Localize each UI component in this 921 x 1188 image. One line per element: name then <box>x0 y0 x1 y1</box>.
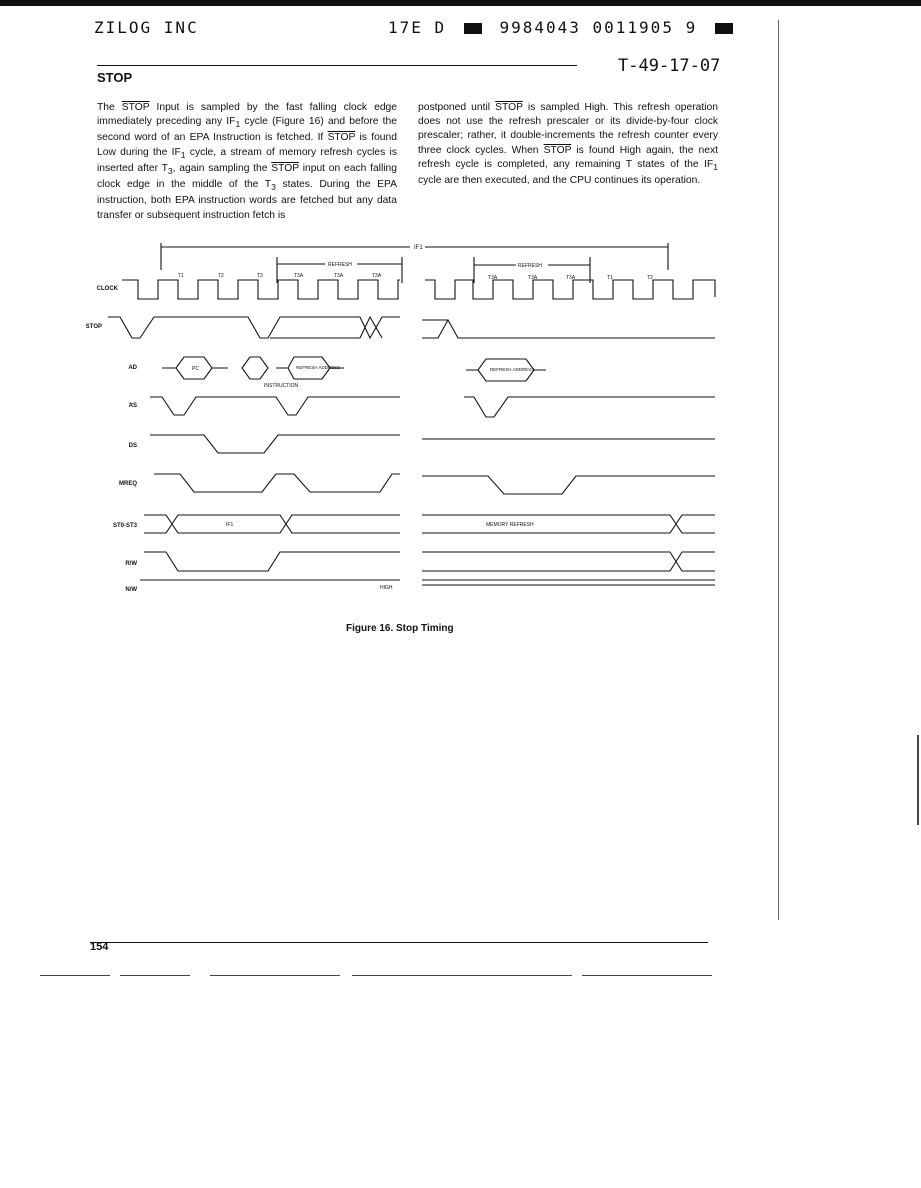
black-block-mark <box>464 23 482 34</box>
signal-ad: AD <box>128 365 137 371</box>
document-number: T-49-17-07 <box>618 56 721 76</box>
text-run: cycle, a stream of memory refresh cycles is inserted after T <box>97 146 397 174</box>
stop-waveform-right <box>422 320 715 338</box>
t2-label: T2 <box>218 273 224 279</box>
signal-clock: CLOCK <box>96 286 118 292</box>
scan-bottom-rule-4 <box>352 975 572 976</box>
signal-stop: STOP <box>85 324 102 330</box>
stop-signal-ref: STOP <box>271 162 299 174</box>
figure-caption: Figure 16. Stop Timing <box>346 623 454 634</box>
text-run: is sampled High. This refresh operation does not use the refresh prescaler or its divide-by-four clock prescaler; rather, it double-increments the refresh counter every three clock cycles. When <box>418 102 718 156</box>
text-run: Input is sampled by the fast falling clock edge immediately preceding any IF <box>97 102 398 128</box>
text-run: The <box>97 102 122 113</box>
signal-as: AS <box>128 403 137 409</box>
scan-bottom-rule-5 <box>582 975 712 976</box>
body-text-right <box>418 101 718 188</box>
t3a-label-4: T3A <box>488 275 498 281</box>
signal-names <box>86 286 138 593</box>
t3-label: T3 <box>257 273 263 279</box>
scan-edge-mark <box>917 735 919 825</box>
t3a-label-6: T3A <box>566 275 576 281</box>
text-run: is found High again, the next refresh cycle is completed, any remaining T states of the IF <box>418 144 718 170</box>
t3a-label-5: T3A <box>528 275 538 281</box>
text-run: , again sampling the <box>172 162 272 174</box>
rw-waveform-left <box>144 552 400 571</box>
text-run: cycle (Figure 16) and before the second word of an EPA Instruction is fetched. If <box>97 116 397 144</box>
section-title: STOP <box>97 70 133 85</box>
pc-label: PC <box>192 366 199 372</box>
if1-bus-label: IF1 <box>226 522 234 528</box>
text-run: states. During the EPA instruction, both EPA instruction words are fetched but any data transfer or subsequent instruction fetch is <box>97 179 398 221</box>
stop-waveform-left <box>108 317 400 338</box>
signal-nw: N/W <box>125 587 137 593</box>
t3a-label-3: T3A <box>372 273 382 279</box>
mreq-waveform-right <box>422 476 715 494</box>
ds-waveform-left <box>150 435 400 453</box>
as-waveform-left <box>150 397 400 415</box>
high-label: HIGH <box>380 585 393 591</box>
signal-ds: DS <box>128 443 137 449</box>
company-header: ZILOG INC <box>94 18 199 37</box>
if1-span-label: IF1 <box>414 245 423 251</box>
subscript: 1 <box>235 119 241 130</box>
memory-refresh-label: MEMORY REFRESH <box>486 522 534 528</box>
clock-waveform-right <box>425 280 715 299</box>
scan-bottom-rule-2 <box>120 975 190 976</box>
header-codes <box>388 18 739 37</box>
header-numbers: 9984043 0011905 9 <box>499 18 698 37</box>
body-text-left <box>97 101 397 223</box>
subscript: 3 <box>271 182 276 193</box>
mreq-waveform-left <box>154 474 400 492</box>
scan-bottom-rule-3 <box>210 975 340 976</box>
text-run: input on each falling clock edge in the middle of the T <box>97 162 397 191</box>
black-block-mark-end <box>715 23 733 34</box>
clock-waveform-left <box>122 280 400 299</box>
header-code: 17E D <box>388 18 447 37</box>
signal-mreq: MREQ <box>119 481 137 487</box>
nw-waveform <box>140 580 715 585</box>
subscript: 1 <box>713 161 718 172</box>
header-rule <box>97 65 577 66</box>
refresh-address-label-2: REFRESH ADDRESS <box>490 367 535 372</box>
text-run: is found Low during the IF <box>97 132 397 158</box>
subscript: 3 <box>167 165 173 176</box>
page-number: 154 <box>90 941 109 953</box>
text-run: postponed until <box>418 102 496 113</box>
rw-waveform-right <box>422 552 715 571</box>
stop-signal-ref: STOP <box>495 102 523 113</box>
refresh-label-1: REFRESH <box>328 262 352 268</box>
signal-rw: R/W <box>125 561 137 567</box>
refresh-address-label: REFRESH ADDRESS <box>296 365 341 370</box>
scan-edge-line <box>778 20 779 920</box>
t3a-label-2: T3A <box>334 273 344 279</box>
scan-bottom-rule-1 <box>40 975 110 976</box>
stop-signal-ref: STOP <box>327 132 356 144</box>
as-waveform-right <box>464 397 715 417</box>
st-bus-left <box>144 515 400 533</box>
t2-label-2: T2 <box>647 275 653 281</box>
t1-label-2: T1 <box>607 275 613 281</box>
refresh-label-2: REFRESH <box>518 263 542 269</box>
instruction-label: INSTRUCTION <box>264 383 299 389</box>
t1-label: T1 <box>178 273 184 279</box>
stop-signal-ref: STOP <box>121 102 150 113</box>
st-bus-right <box>422 515 715 533</box>
text-run: cycle are then executed, and the CPU continues its operation. <box>418 175 701 187</box>
t3a-label-1: T3A <box>294 273 304 279</box>
stop-signal-ref: STOP <box>543 144 572 156</box>
stop-timing-diagram <box>80 235 730 595</box>
subscript: 1 <box>180 149 186 160</box>
footer-rule <box>90 942 708 943</box>
signal-st: ST0-ST3 <box>112 523 137 529</box>
scan-top-border <box>0 0 921 6</box>
